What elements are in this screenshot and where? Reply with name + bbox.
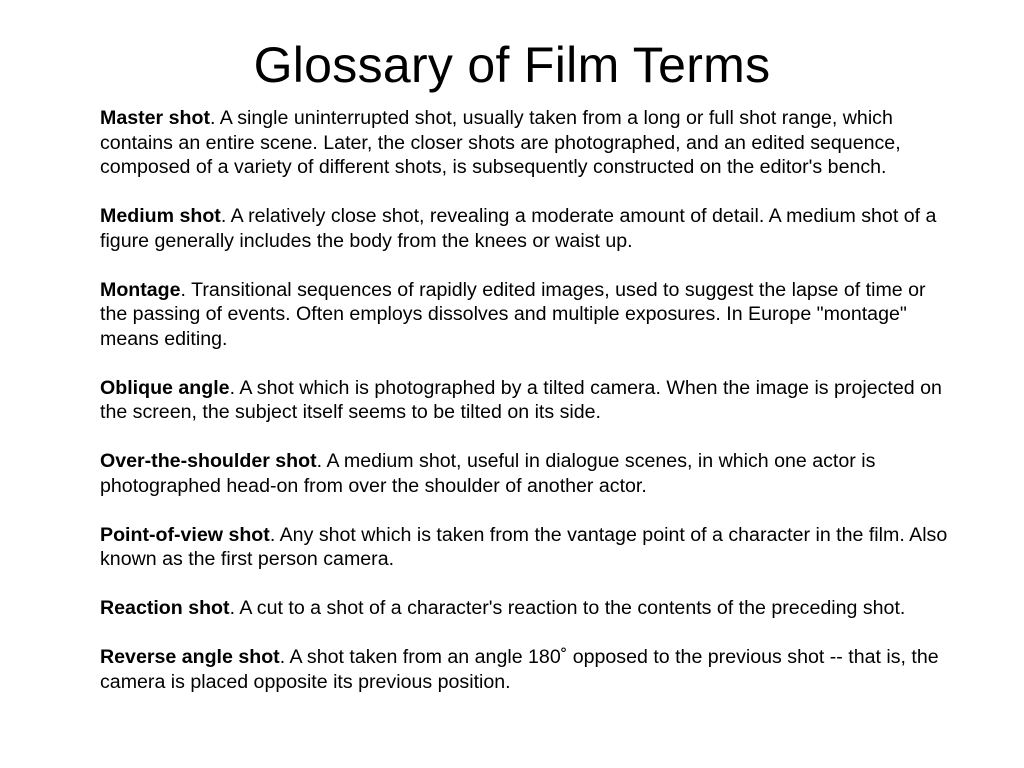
glossary-list (100, 106, 958, 694)
glossary-definition: . A relatively close shot, revealing a moderate amount of detail. A medium shot of a figure generally includes the body from the knees or waist up. (100, 205, 937, 252)
glossary-entry-medium-shot (100, 204, 958, 253)
glossary-definition: . A shot taken from an angle 180˚ opposed to the previous shot -- that is, the camera is placed opposite its previous position. (100, 646, 939, 693)
glossary-definition: . A single uninterrupted shot, usually taken from a long or full shot range, which contains an entire scene. Later, the closer shots are photographed, and an edited sequence, composed of a variety of different shots, is subsequently constructed on the editor's bench. (100, 107, 901, 178)
glossary-entry-reaction-shot (100, 596, 958, 621)
glossary-definition: . A cut to a shot of a character's reaction to the contents of the preceding shot. (229, 597, 906, 619)
glossary-definition: . Transitional sequences of rapidly edited images, used to suggest the lapse of time or the passing of events. Often employs dissolves and multiple exposures. In Europe "montage" means editing. (100, 278, 926, 350)
glossary-entry-over-the-shoulder-shot (100, 449, 958, 498)
glossary-definition: . A medium shot, useful in dialogue scenes, in which one actor is photographed head-on from over the shoulder of another actor. (100, 450, 876, 497)
glossary-entry-oblique-angle (100, 376, 958, 425)
glossary-entry-montage (100, 278, 958, 352)
glossary-entry-master-shot (100, 106, 958, 180)
glossary-term: Medium shot (100, 205, 221, 227)
glossary-term: Master shot (100, 107, 210, 129)
glossary-entry-point-of-view-shot (100, 523, 958, 572)
glossary-term: Oblique angle (100, 376, 230, 399)
glossary-definition: . A shot which is photographed by a tilted camera. When the image is projected on the screen, the subject itself seems to be tilted on its side. (100, 376, 942, 423)
glossary-term: Over-the-shoulder shot (100, 450, 317, 472)
glossary-definition: . Any shot which is taken from the vantage point of a character in the film. Also known as the first person camera. (100, 523, 948, 570)
glossary-term: Reverse angle shot (100, 646, 280, 668)
glossary-term: Montage (100, 278, 181, 301)
slide-title: Glossary of Film Terms (253, 37, 771, 93)
glossary-entry-reverse-angle-shot (100, 645, 958, 694)
glossary-term: Point-of-view shot (100, 523, 270, 546)
glossary-term: Reaction shot (100, 597, 230, 619)
